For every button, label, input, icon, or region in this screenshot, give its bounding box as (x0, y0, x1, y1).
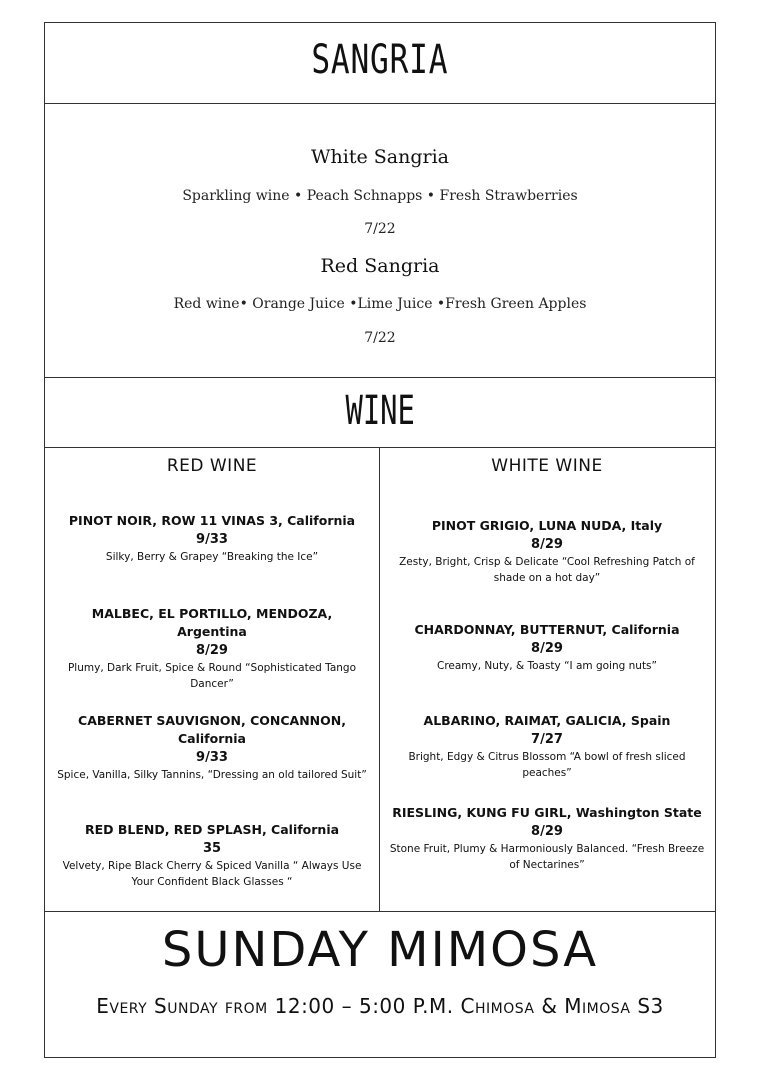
wine-item-price: 8/29 (531, 537, 563, 552)
wine-item-price: 9/33 (196, 750, 228, 765)
wine-item (389, 517, 705, 586)
sangria-item-price: 7/22 (364, 330, 396, 346)
wine-item-name: CHARDONNAY, BUTTERNUT, California (414, 622, 680, 637)
wine-item (57, 712, 367, 783)
wine-item-name: RIESLING, KUNG FU GIRL, Washington State (392, 805, 702, 820)
sangria-item-price: 7/22 (364, 221, 396, 237)
wine-item (389, 712, 705, 781)
wine-section-header (45, 378, 715, 448)
wine-section (45, 448, 715, 912)
sangria-title: SANGRIA (311, 37, 449, 83)
wine-item-price: 8/29 (531, 641, 563, 656)
mimosa-title: SUNDAY MIMOSA (161, 922, 599, 978)
white-wine-heading: WHITE WINE (491, 456, 603, 476)
wine-item-name: RED BLEND, RED SPLASH, California (84, 822, 340, 837)
wine-item-name: CABERNET SAUVIGNON, CONCANNON, California (78, 713, 346, 746)
wine-item-description: Plumy, Dark Fruit, Spice & Round “Sophisticated Tango Dancer” (67, 662, 357, 690)
mimosa-section (45, 912, 715, 1058)
wine-item-description: Bright, Edgy & Citrus Blossom “A bowl of fresh sliced peaches” (408, 751, 686, 779)
wine-item-name: PINOT GRIGIO, LUNA NUDA, Italy (431, 518, 663, 533)
wine-item-price: 8/29 (196, 643, 228, 658)
mimosa-subtitle: Every Sunday from 12:00 – 5:00 P.M. Chimosa & Mimosa S3 (96, 994, 664, 1018)
wine-item-price: 35 (202, 841, 222, 856)
wine-item-name: ALBARINO, RAIMAT, GALICIA, Spain (423, 713, 671, 728)
wine-item-description: Stone Fruit, Plumy & Harmoniously Balanced. “Fresh Breeze of Nectarines” (389, 843, 705, 871)
wine-item (55, 605, 369, 692)
wine-item-description: Creamy, Nuty, & Toasty “I am going nuts” (437, 660, 657, 672)
wine-item-description: Silky, Berry & Grapey “Breaking the Ice” (105, 551, 319, 563)
sangria-item-description: Sparkling wine • Peach Schnapps • Fresh Strawberries (182, 188, 578, 204)
red-wine-column (45, 448, 380, 911)
sangria-item-name: Red Sangria (320, 255, 440, 277)
wine-item-description: Zesty, Bright, Crisp & Delicate “Cool Refreshing Patch of shade on a hot day” (399, 556, 695, 584)
wine-item-price: 8/29 (531, 824, 563, 839)
wine-title: WINE (345, 388, 415, 434)
wine-item-name: MALBEC, EL PORTILLO, MENDOZA, Argentina (91, 606, 333, 639)
wine-item (55, 821, 369, 890)
white-wine-column (379, 448, 715, 911)
sangria-section (45, 104, 715, 378)
wine-item-description: Spice, Vanilla, Silky Tannins, “Dressing an old tailored Suit” (57, 769, 367, 781)
wine-item-price: 7/27 (531, 732, 563, 747)
menu-frame (44, 22, 716, 1058)
sangria-item-description: Red wine• Orange Juice •Lime Juice •Fresh Green Apples (173, 296, 587, 312)
wine-item-price: 9/33 (196, 532, 228, 547)
wine-item (389, 804, 705, 873)
sangria-section-header (45, 23, 715, 104)
wine-item (389, 621, 705, 674)
wine-item-name: PINOT NOIR, ROW 11 VINAS 3, California (68, 513, 356, 528)
sangria-item-name: White Sangria (311, 146, 449, 168)
wine-item (55, 512, 369, 565)
wine-item-description: Velvety, Ripe Black Cherry & Spiced Vanilla “ Always Use Your Confident Black Glasses “ (62, 860, 362, 888)
red-wine-heading: RED WINE (166, 456, 258, 476)
